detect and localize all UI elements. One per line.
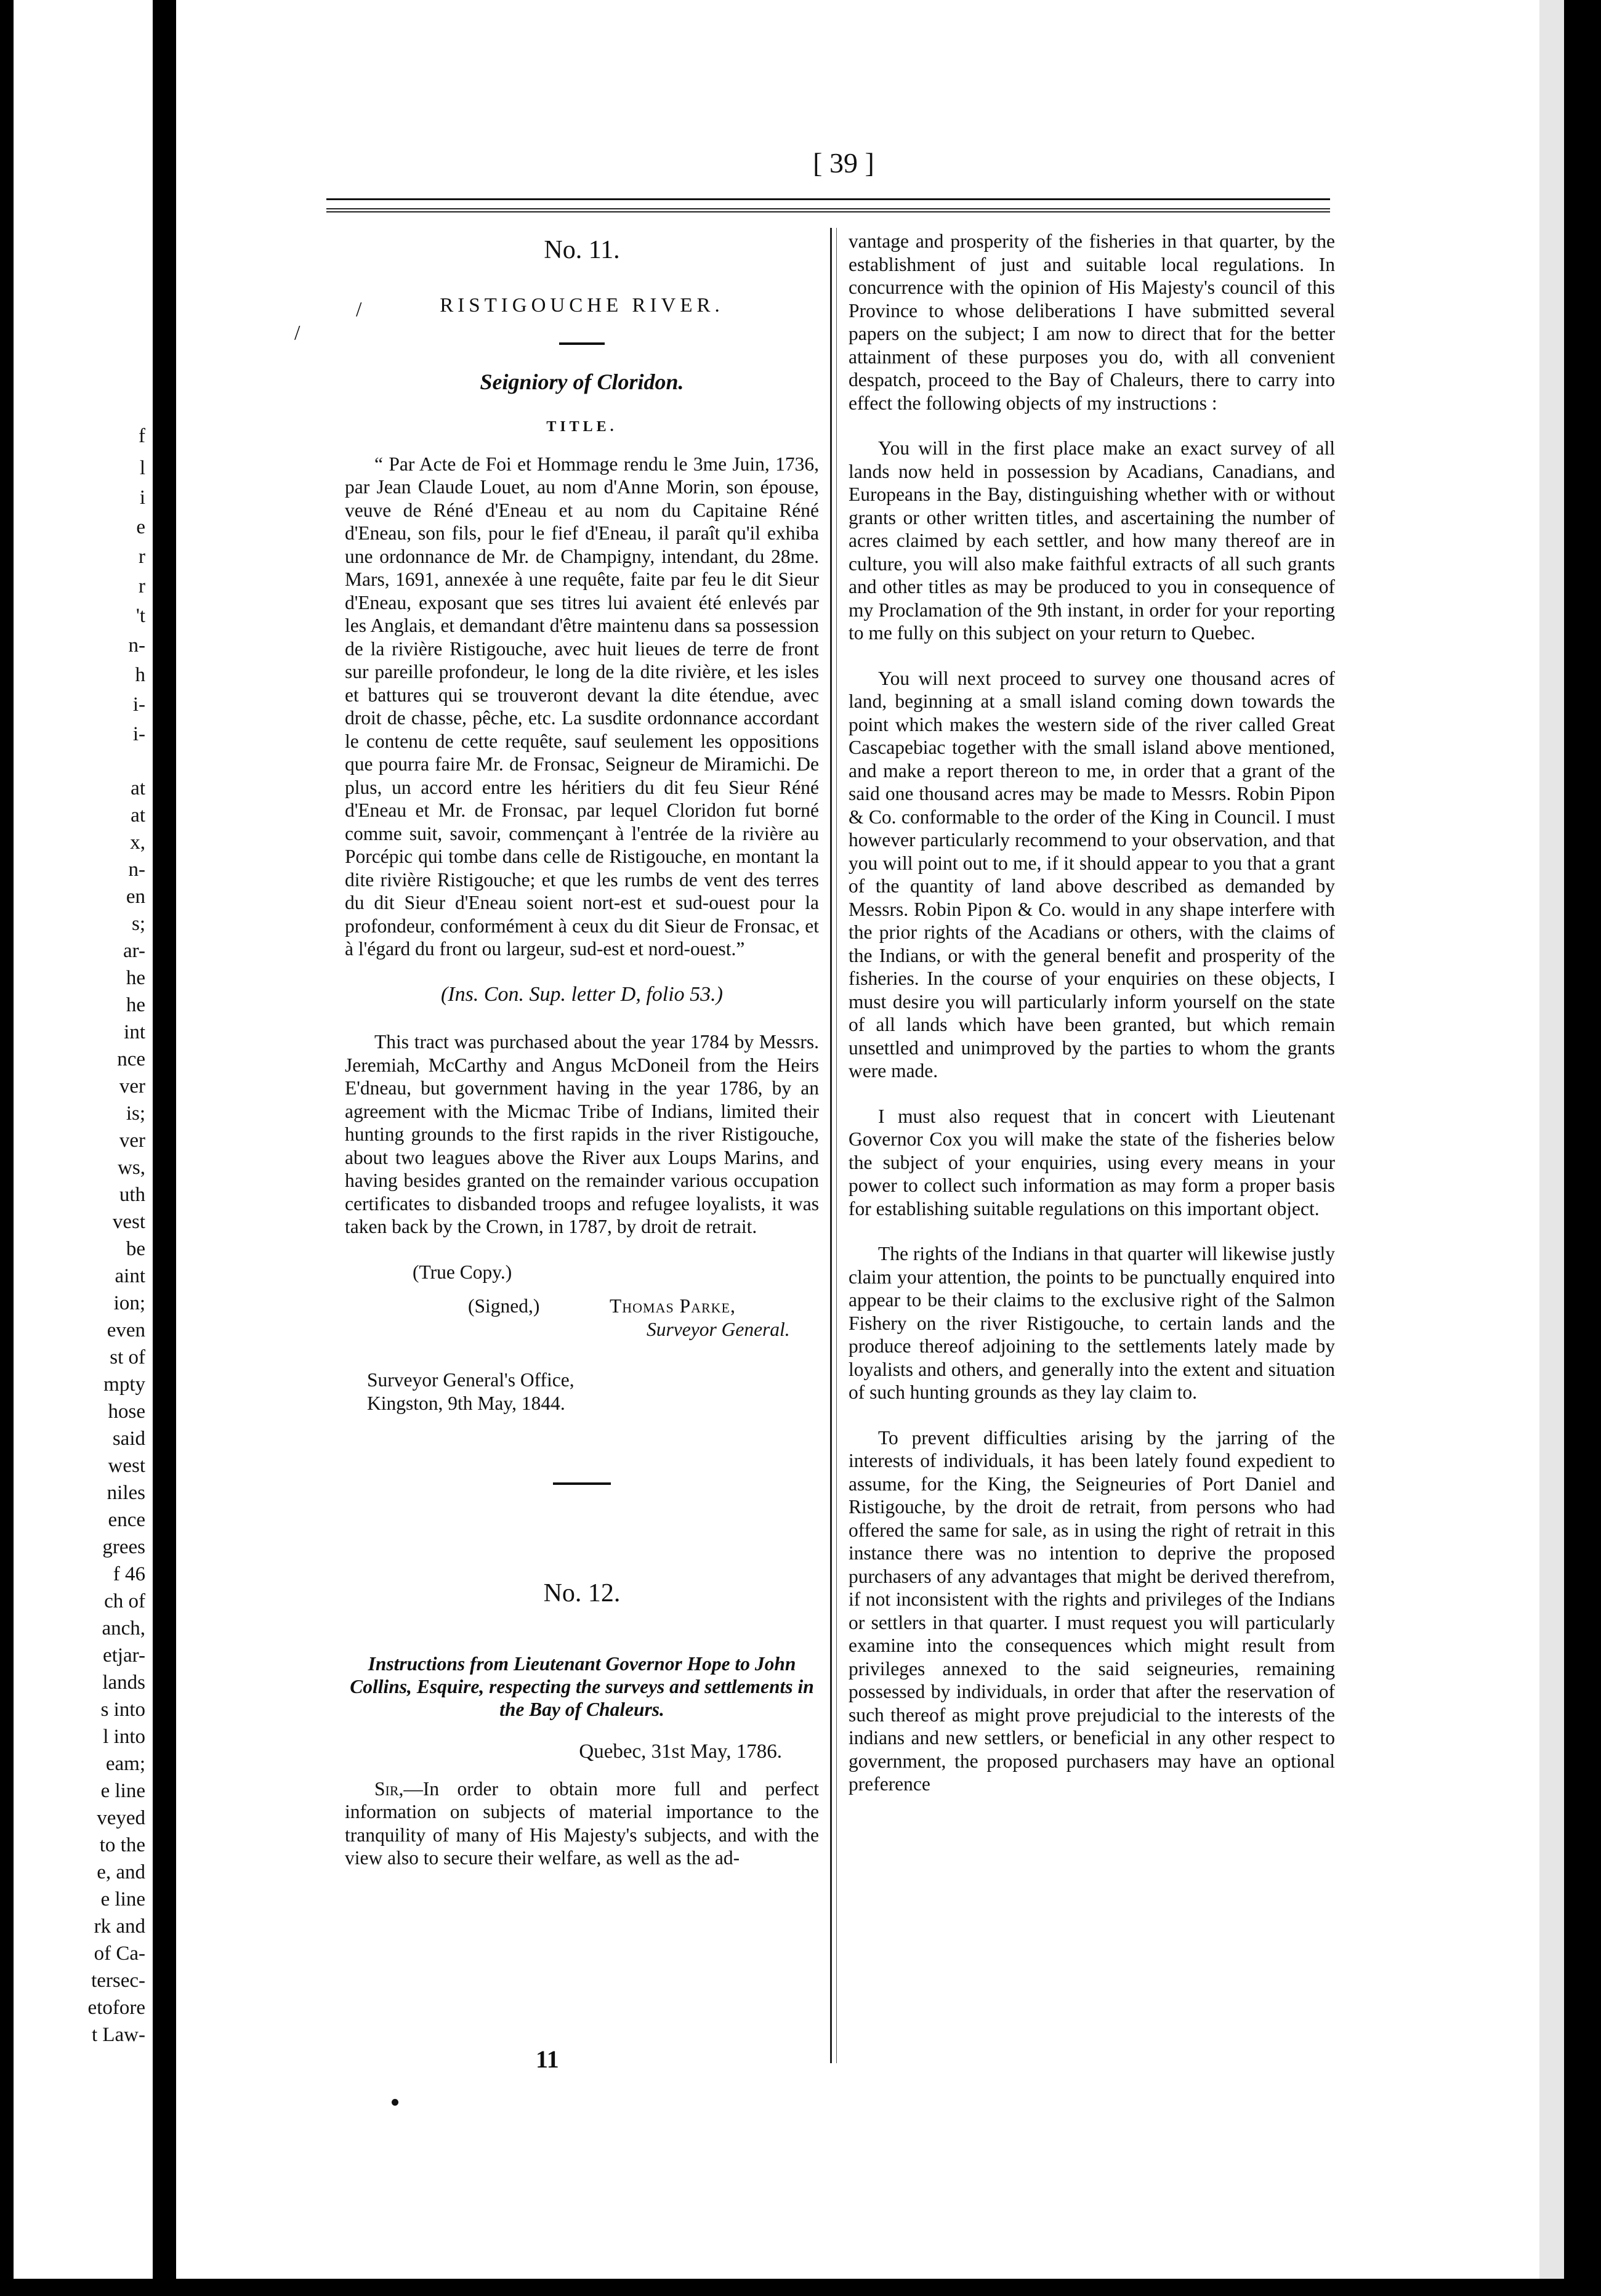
signer-name: Thomas Parke, bbox=[610, 1295, 736, 1317]
previous-page-fragment: r bbox=[139, 575, 145, 597]
previous-page-fragment: be bbox=[126, 1238, 145, 1260]
source-reference: (Ins. Con. Sup. letter D, folio 53.) bbox=[440, 982, 724, 1006]
previous-page-fragment: ence bbox=[108, 1509, 145, 1531]
office-date-line: Kingston, 9th May, 1844. bbox=[367, 1392, 565, 1414]
column-divider-thin bbox=[836, 228, 837, 2063]
signer-role: Surveyor General. bbox=[647, 1319, 790, 1340]
previous-page-fragment: etofore bbox=[87, 1997, 145, 2019]
header-rule bbox=[326, 198, 1330, 200]
section-rule bbox=[559, 342, 605, 345]
previous-page-fragment: ch of bbox=[104, 1590, 145, 1612]
previous-page-fragment: vest bbox=[112, 1211, 145, 1233]
previous-page-fragment: int bbox=[124, 1021, 145, 1043]
instructions-heading: Instructions from Lieutenant Governor Hope to John Collins, Esquire, respecting the surveys and settlements in the Bay of Chaleurs. bbox=[350, 1653, 814, 1720]
margin-mark: / bbox=[356, 298, 362, 321]
previous-page-fragment: l bbox=[139, 457, 145, 479]
previous-page-fragment: is; bbox=[126, 1102, 145, 1125]
office-line: Surveyor General's Office, bbox=[367, 1369, 575, 1391]
previous-page-fragment: ver bbox=[119, 1130, 145, 1152]
section-number-12: No. 12. bbox=[543, 1579, 621, 1607]
previous-page-fragment: n- bbox=[128, 634, 145, 657]
previous-page-fragment: uth bbox=[119, 1184, 145, 1206]
previous-page-fragment: i- bbox=[132, 723, 145, 745]
previous-page-fragment: mpty bbox=[103, 1373, 145, 1396]
title-heading: TITLE. bbox=[546, 419, 618, 435]
right-paragraph: I must also request that in concert with Lieutenant Governor Cox you will make the state of the fisheries below the subject of your enquiries, using every means in your power to collect such information as may form a proper basis for establishing suitable regulations on this important object. bbox=[849, 1105, 1335, 1219]
scan-border-right bbox=[1564, 0, 1601, 2296]
previous-page-fragment: ion; bbox=[113, 1292, 145, 1314]
right-paragraph: You will next proceed to survey one thousand acres of land, beginning at a small island coming down towards the point which makes the western side of the river called Great Cascapebiac together with the small island above mentioned, and make a report thereon to me, in order that a grant of the said one thousand acres may be made to Messrs. Robin Pipon & Co. conformable to the order of the King in Council. I must however particularly recommend to your observation, and that you will point out to me, if it should appear to you that a grant of the quantity of land above described as demanded by Messrs. Robin Pipon & Co. would in any shape interfere with the prior rights of the Acadians or others, with the claims of the Indians, or with the general benefit and prosperity of the fisheries. In the course of your enquiries on these objects, I must desire you will particularly inform yourself on the state of all lands which have been granted, but which remain unsettled and unimproved by the parties to whom the grants were made. bbox=[849, 667, 1335, 1081]
previous-page-fragment: e bbox=[136, 516, 145, 538]
scan-gutter bbox=[153, 0, 176, 2296]
previous-page-fragment: 't bbox=[135, 605, 145, 627]
margin-mark: / bbox=[294, 321, 300, 344]
signature-mark: 11 bbox=[536, 2045, 559, 2073]
right-paragraph: To prevent difficulties arising by the jarring of the interests of individuals, it has been lately found expedient to assume, for the King, the Seigneuries of Port Daniel and Ristigouche, by the droit de retrait, from persons who had offered the same for sale, as in using the right of retrait in this instance there was no intention to deprive the proposed purchasers of any advantages that might be derived therefrom, if not inconsistent with the rights and privileges of the Indians or settlers in that quarter. I must request you will particularly examine into the consequences which might result from privileges annexed to the said seigneuries, remaining possessed by individuals, in order that after the reservation of such thereof as might prove prejudicial to the interests of the indians and new settlers, or beneficial in any other respect to government, the proposed purchasers may have an optional preference bbox=[849, 1426, 1335, 1795]
previous-page-fragment: s; bbox=[131, 913, 145, 935]
river-heading: RISTIGOUCHE RIVER. bbox=[440, 294, 724, 317]
previous-page-fragment: veyed bbox=[97, 1807, 145, 1829]
previous-page-fragment: t Law- bbox=[91, 2024, 145, 2046]
page-number: [ 39 ] bbox=[813, 147, 874, 179]
previous-page-fragment: he bbox=[126, 967, 145, 989]
previous-page-fragment: f bbox=[139, 425, 145, 447]
right-column bbox=[849, 230, 1335, 1818]
scan-border-left bbox=[0, 0, 14, 2296]
previous-page-fragment: to the bbox=[99, 1834, 145, 1856]
right-paragraph: vantage and prosperity of the fisheries in that quarter, by the establishment of just and suitable local regulations. In concurrence with the opinion of His Majesty's council of this Province to whose deliberations I have submitted several papers on the subject; I am now to direct that for the better attainment of these purposes you do, with all convenient despatch, proceed to the Bay of Chaleurs, there to carry into effect the following objects of my instructions : bbox=[849, 230, 1335, 414]
previous-page-fragment: en bbox=[126, 886, 145, 908]
previous-page-fragment: ar- bbox=[123, 940, 145, 962]
previous-page-fragment: even bbox=[107, 1319, 145, 1341]
previous-page-fragment: e, and bbox=[97, 1861, 145, 1883]
letter-opening-text: —In order to obtain more full and perfect information on subjects of material importance to the tranquility of many of His Majesty's subjects, and with the view also to secure their welfare, as well as the ad- bbox=[345, 1777, 819, 1869]
previous-page-fragment: he bbox=[126, 994, 145, 1016]
left-column bbox=[345, 234, 819, 1870]
previous-page-fragment: s into bbox=[100, 1699, 145, 1721]
previous-page-fragment: i bbox=[139, 487, 145, 509]
previous-page-fragment: lands bbox=[102, 1671, 145, 1694]
ink-dot bbox=[392, 2099, 398, 2106]
previous-page-fragment: aint bbox=[115, 1265, 145, 1287]
previous-page-fragment: anch, bbox=[102, 1617, 145, 1639]
previous-page-fragment: at bbox=[131, 804, 145, 827]
signature-block bbox=[345, 1295, 819, 1344]
previous-page-fragment: tersec- bbox=[91, 1970, 145, 1992]
previous-page-fragment: f 46 bbox=[113, 1563, 145, 1585]
previous-page-fragment: eam; bbox=[105, 1753, 145, 1775]
previous-page-fragment: ver bbox=[119, 1075, 145, 1097]
previous-page-fragment: west bbox=[108, 1455, 145, 1477]
previous-page-fragment: e line bbox=[100, 1888, 145, 1910]
signed-label: (Signed,) bbox=[468, 1295, 540, 1317]
previous-page-fragment: niles bbox=[107, 1482, 145, 1504]
true-copy-note: (True Copy.) bbox=[413, 1261, 512, 1283]
previous-page-fragment: h bbox=[135, 664, 145, 686]
section-number-11: No. 11. bbox=[544, 236, 620, 264]
previous-page-fragment: r bbox=[139, 546, 145, 568]
letter-opening-paragraph bbox=[345, 1777, 819, 1870]
column-divider bbox=[830, 228, 832, 2063]
previous-page-fragment: rk and bbox=[94, 1915, 145, 1938]
purchase-paragraph: This tract was purchased about the year 1784 by Messrs. Jeremiah, McCarthy and Angus McDoneil from the Heirs E'dneau, but government having in the year 1786, by an agreement with the Micmac Tribe of Indians, limited their hunting grounds to the first rapids in the river Ristigouche, about two leagues above the River aux Loups Marins, and having besides granted on the remainder various occupation certificates to disbanded troops and refugee loyalists, it was taken back by the Crown, in 1787, by droit de retrait. bbox=[345, 1031, 819, 1237]
previous-page-fragment: n- bbox=[128, 859, 145, 881]
previous-page-strip bbox=[14, 0, 153, 2279]
header-double-rule bbox=[326, 208, 1330, 212]
letter-date: Quebec, 31st May, 1786. bbox=[579, 1740, 782, 1763]
previous-page-fragment: l into bbox=[103, 1726, 145, 1748]
page-edge-right bbox=[1539, 0, 1564, 2296]
previous-page-fragment: of Ca- bbox=[94, 1942, 145, 1965]
french-deed-paragraph: “ Par Acte de Foi et Hommage rendu le 3me Juin, 1736, par Jean Claude Louet, au nom d'Anne Morin, son épouse, veuve de Réné d'Eneau et au nom du Capitaine Réné d'Eneau, son fils, pour le fief d'Eneau, il paraît qu'il exhiba une ordonnance de Mr. de Champigny, intendant, du 28me. Mars, 1691, annexée à une requête, faite par feu le dit Sieur d'Eneau, exposant que ses titres lui avaient été enlevés par les Anglais, et demandant d'être maintenu dans sa possession de la rivière Ristigouche, avec huit lieues de terre de front sur pareille profondeur, le long de la dite rivière, et les isles et battures qui se trouveront devant la dite étendue, avec droit de chasse, pêche, etc. La susdite ordonnance accordant le contenu de cette requête, sauf seulement les oppositions que pourra faire Mr. de Fronsac, Seigneur de Miramichi. De plus, un accord entre les héritiers du dit feu Sieur Réné d'Eneau et Mr. de Fronsac, par lequel Cloridon fut borné comme suit, savoir, commençant à l'entrée de la rivière au Porcépic qui tombe dans celle de Ristigouche, en montant la dite rivière Ristigouche; et que les rumbs de vent des terres du dit Sieur d'Eneau soient nort-est et sud-ouest pour la profondeur, conformément à ceux du dit Sieur de Fronsac, et à l'égard du front ou largeur, sud-est et nord-ouest.” bbox=[345, 453, 819, 960]
seigniory-heading: Seigniory of Cloridon. bbox=[480, 369, 684, 394]
section-separator-rule bbox=[553, 1482, 611, 1485]
previous-page-fragment: grees bbox=[102, 1536, 145, 1558]
previous-page-fragment: e line bbox=[100, 1780, 145, 1802]
previous-page-fragment: etjar- bbox=[103, 1644, 145, 1667]
previous-page-fragment: st of bbox=[110, 1346, 145, 1368]
previous-page-fragment: nce bbox=[117, 1048, 145, 1070]
previous-page-fragment: at bbox=[131, 777, 145, 799]
right-paragraph: You will in the first place make an exact survey of all lands now held in possession by Acadians, Canadians, and Europeans in the Bay, distinguishing whether with or without grants or other written titles, and ascertaining the number of acres claimed by each settler, and how many thereof are in culture, you will also make faithful extracts of all such grants and other titles as may be produced to you in consequence of my Proclamation of the 9th instant, in order for your reporting to me fully on this subject on your return to Quebec. bbox=[849, 437, 1335, 644]
previous-page-fragment: ws, bbox=[118, 1157, 145, 1179]
scan-border-bottom bbox=[0, 2279, 1601, 2296]
previous-page-fragment: i- bbox=[132, 693, 145, 716]
previous-page-fragment: said bbox=[112, 1428, 145, 1450]
right-paragraph: The rights of the Indians in that quarter will likewise justly claim your attention, the points to be punctually enquired into appear to be their claims to the exclusive right of the Salmon Fishery on the river Ristigouche, to certain lands and the produce thereof adjoining to the settlements lately made by loyalists and others, and generally into the extent and situation of such hunting grounds as they lay claim to. bbox=[849, 1243, 1335, 1403]
previous-page-fragment: hose bbox=[108, 1401, 145, 1423]
previous-page-fragment: x, bbox=[130, 831, 145, 854]
salutation: Sir, bbox=[374, 1777, 404, 1800]
